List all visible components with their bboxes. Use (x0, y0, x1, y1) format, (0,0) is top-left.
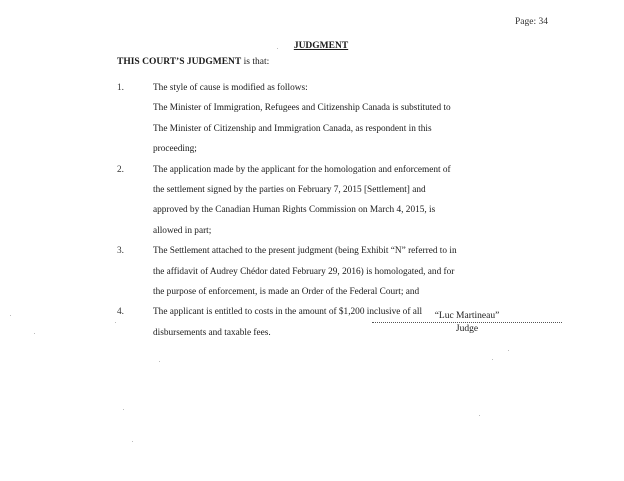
judgment-intro-rest: is that: (241, 57, 270, 67)
item-line: the affidavit of Audrey Chédor dated February 29, 2016) is homologated, and for (153, 266, 455, 277)
judgment-item-3 (117, 241, 557, 302)
item-text (153, 160, 557, 242)
document-title: JUDGMENT (293, 41, 349, 51)
item-line: The style of cause is modified as follows: (153, 83, 308, 93)
item-line: The Minister of Immigration, Refugees and Citizenship Canada is substituted to (153, 103, 451, 114)
scan-speck (132, 441, 133, 442)
item-line: The Settlement attached to the present judgment (being Exhibit “N” referred to in (153, 246, 457, 257)
scan-speck (159, 361, 160, 362)
judgment-item-1 (117, 78, 557, 160)
scan-speck (10, 315, 11, 316)
signature-block (372, 310, 562, 335)
item-number: 3. (117, 246, 124, 257)
judgment-intro (117, 57, 269, 67)
judgment-list (117, 78, 557, 343)
scan-speck (123, 409, 124, 410)
scan-speck (34, 333, 35, 334)
signature-name: “Luc Martineau” (372, 310, 562, 323)
judgment-item-2 (117, 160, 557, 242)
item-line: The Minister of Citizenship and Immigration Canada, as respondent in this (153, 123, 432, 134)
item-line: The applicant is entitled to costs in the amount of $1,200 inclusive of all (153, 307, 423, 318)
item-number: 1. (117, 83, 124, 93)
item-line: the purpose of enforcement, is made an Order of the Federal Court; and (153, 287, 420, 298)
item-line: proceeding; (153, 144, 197, 155)
scan-speck (277, 48, 278, 49)
signature-title: Judge (455, 324, 479, 334)
item-line: approved by the Canadian Human Rights Commission on March 4, 2015, is (153, 205, 436, 216)
scan-speck (115, 322, 116, 323)
scan-speck (508, 350, 509, 351)
item-number: 2. (117, 164, 124, 175)
item-line: the settlement signed by the parties on February 7, 2015 [Settlement] and (153, 185, 426, 196)
item-line: allowed in part; (153, 225, 212, 236)
page-number: Page: 34 (515, 17, 548, 27)
judgment-intro-bold: THIS COURT’S JUDGMENT (117, 57, 242, 67)
scan-speck (492, 359, 493, 360)
item-text (153, 241, 557, 302)
item-number: 4. (117, 307, 124, 318)
scan-speck (479, 415, 480, 416)
item-line: The application made by the applicant for the homologation and enforcement of (153, 164, 451, 175)
item-text (153, 78, 557, 160)
item-line: disbursements and taxable fees. (153, 327, 271, 338)
